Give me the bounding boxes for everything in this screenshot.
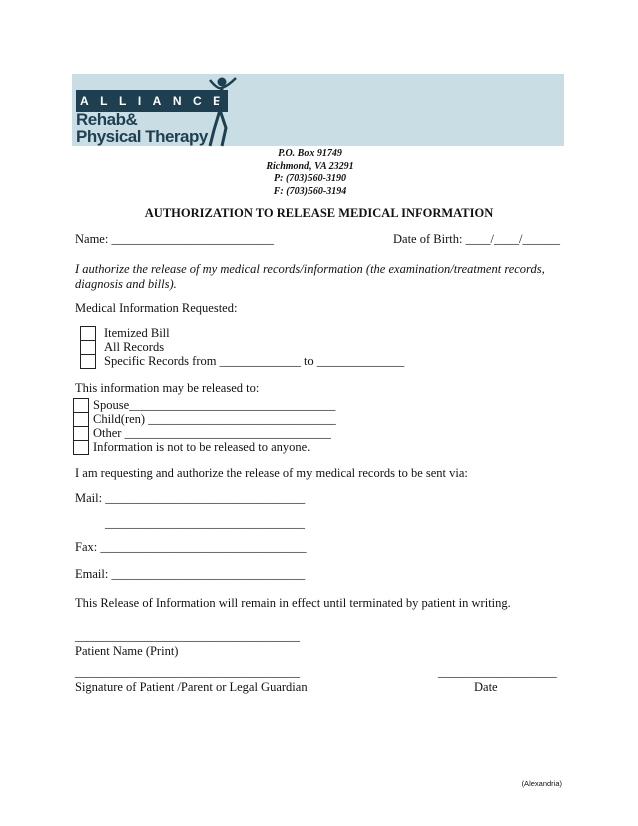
name-field[interactable]: Name: __________________________	[75, 232, 274, 246]
checkbox-specific-records[interactable]	[80, 354, 96, 369]
signature-line[interactable]: ____________________________________	[75, 665, 300, 679]
address-phone: P: (703)560-3190	[274, 173, 346, 184]
signature-label: Signature of Patient /Parent or Legal Guardian	[75, 680, 308, 694]
date-label: Date	[474, 680, 498, 694]
print-name-label: Patient Name (Print)	[75, 644, 179, 658]
mail-field-line2[interactable]: ________________________________	[105, 516, 305, 530]
option-spouse[interactable]: Spouse_________________________________	[93, 398, 336, 412]
send-via-label: I am requesting and authorize the release of my medical records to be sent via:	[75, 466, 468, 480]
option-all-records: All Records	[104, 340, 165, 354]
authorize-text-line1: I authorize the release of my medical records/information (the examination/treatment records,	[75, 262, 545, 276]
company-logo	[72, 76, 242, 148]
form-title: AUTHORIZATION TO RELEASE MEDICAL INFORMATION	[144, 206, 494, 220]
authorize-text-line2: diagnosis and bills).	[75, 277, 177, 291]
checkbox-spouse[interactable]	[73, 398, 89, 413]
medical-requested-label: Medical Information Requested:	[75, 301, 238, 315]
option-other[interactable]: Other _________________________________	[93, 426, 331, 440]
checkbox-children[interactable]	[73, 412, 89, 427]
checkbox-other[interactable]	[73, 426, 89, 441]
fax-field[interactable]: Fax: _________________________________	[75, 540, 307, 554]
release-to-label: This information may be released to:	[75, 381, 260, 395]
therapist-figure-icon	[192, 76, 242, 148]
address-block	[250, 148, 370, 198]
checkbox-no-release[interactable]	[73, 440, 89, 455]
effect-statement: This Release of Information will remain in effect until terminated by patient in writing.	[75, 596, 511, 610]
logo-line-physical-therapy: Physical Therapy	[76, 127, 208, 146]
email-field[interactable]: Email: _______________________________	[75, 567, 306, 581]
address-po-box: P.O. Box 91749	[278, 148, 342, 159]
address-city: Richmond, VA 23291	[266, 160, 354, 172]
logo-line-rehab: Rehab&	[76, 110, 138, 129]
option-specific-records[interactable]: Specific Records from _____________ to ______________	[104, 354, 405, 368]
mail-field[interactable]: Mail: ________________________________	[75, 491, 306, 505]
date-of-birth-field[interactable]: Date of Birth: ____/____/______	[393, 232, 560, 246]
print-name-line[interactable]: ____________________________________	[75, 629, 300, 643]
option-no-release: Information is not to be released to anyone.	[93, 440, 311, 454]
date-line[interactable]: ___________________	[438, 665, 557, 679]
checkbox-itemized-bill[interactable]	[80, 326, 96, 341]
option-children[interactable]: Child(ren) ______________________________	[93, 412, 336, 426]
location-footnote: (Alexandria)	[521, 779, 562, 788]
logo-brand-text: ALLIANCE	[80, 94, 233, 108]
address-fax: F: (703)560-3194	[273, 185, 347, 197]
option-itemized-bill: Itemized Bill	[104, 326, 170, 340]
checkbox-all-records[interactable]	[80, 340, 96, 355]
